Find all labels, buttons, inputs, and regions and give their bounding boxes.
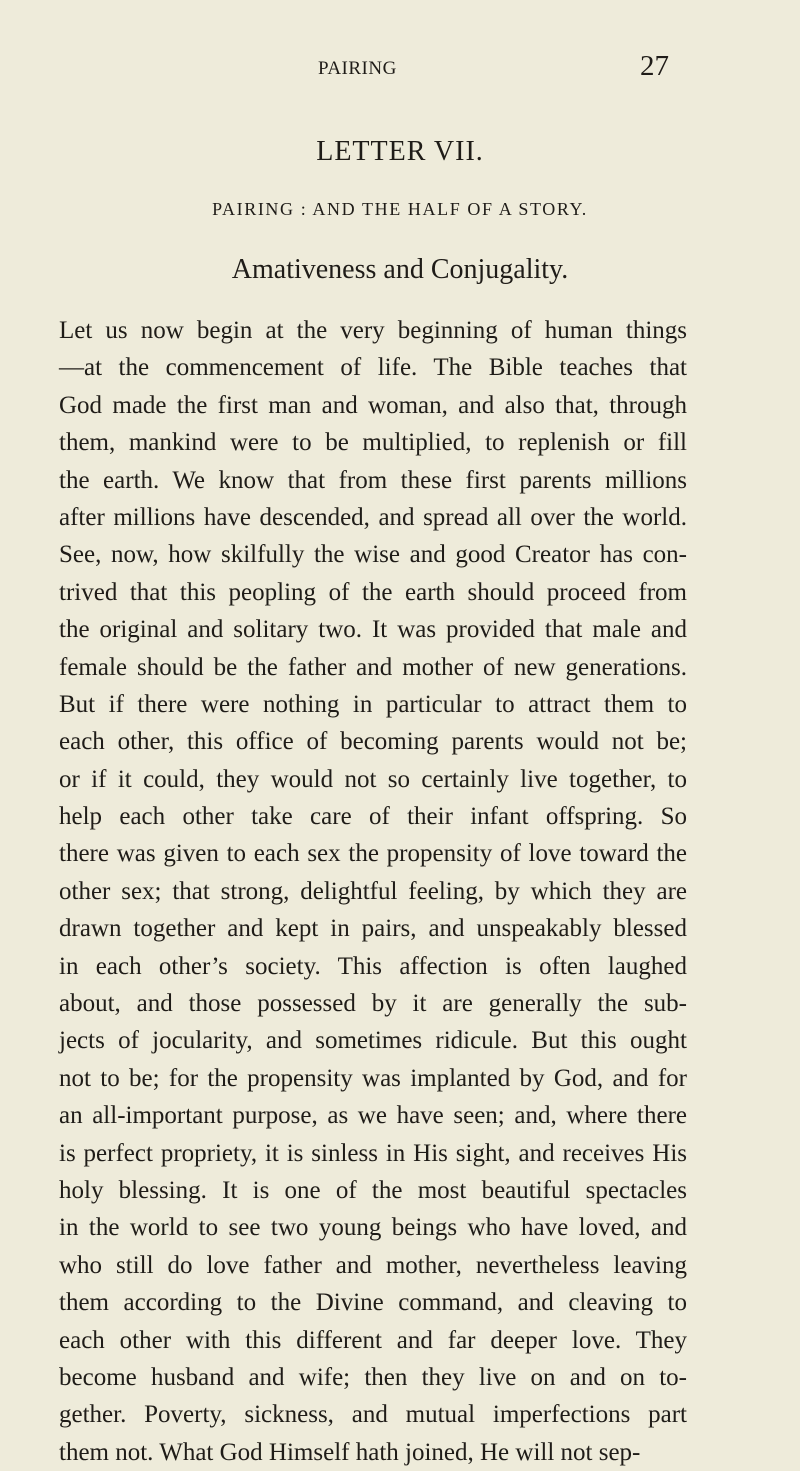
text-line: an all-important purpose, as we have seen; and, where there: [59, 1102, 687, 1130]
text-line: —at the commencement of life. The Bible teaches that: [59, 354, 687, 382]
text-line: trived that this peopling of the earth should proceed from: [59, 578, 687, 606]
text-line: not to be; for the propensity was implanted by God, and for: [59, 1064, 687, 1092]
running-title: PAIRING: [318, 58, 397, 79]
text-line: in the world to see two young beings who have loved, and: [59, 1214, 687, 1242]
letter-heading: LETTER VII.: [316, 136, 484, 167]
text-line: about, and those possessed by it are generally the sub-: [59, 990, 687, 1018]
text-line: after millions have descended, and spread all over the world.: [59, 503, 687, 531]
text-line: them not. What God Himself hath joined, He will not sep-: [59, 1438, 641, 1466]
text-line: But if there were nothing in particular to attract them to: [59, 690, 687, 718]
text-line: is perfect propriety, it is sinless in His sight, and receives His: [59, 1139, 687, 1167]
text-line: gether. Poverty, sickness, and mutual imperfections part: [59, 1401, 687, 1429]
section-title: Amativeness and Conjugality.: [231, 254, 569, 285]
running-head: [0, 50, 800, 92]
text-line: God made the first man and woman, and also that, through: [59, 391, 687, 419]
text-line: female should be the father and mother of new generations.: [59, 653, 687, 681]
text-line: drawn together and kept in pairs, and unspeakably blessed: [59, 915, 687, 943]
text-line: the original and solitary two. It was provided that male and: [59, 616, 687, 644]
text-line: there was given to each sex the propensity of love toward the: [59, 840, 687, 868]
body-text: [59, 312, 687, 1471]
text-line: each other with this different and far deeper love. They: [59, 1326, 687, 1354]
page-number: 27: [640, 50, 669, 82]
text-line: each other, this office of becoming parents would not be;: [59, 728, 687, 756]
text-line: in each other’s society. This affection is often laughed: [59, 952, 687, 980]
text-line: who still do love father and mother, nevertheless leaving: [59, 1251, 687, 1279]
text-line: jects of jocularity, and sometimes ridicule. But this ought: [59, 1027, 687, 1055]
text-line: them, mankind were to be multiplied, to replenish or fill: [59, 429, 687, 457]
chapter-subheading: PAIRING : AND THE HALF OF A STORY.: [212, 199, 588, 219]
text-line: Let us now begin at the very beginning of human things: [59, 317, 687, 344]
text-line: them according to the Divine command, and cleaving to: [59, 1289, 687, 1317]
text-line: or if it could, they would not so certainly live together, to: [59, 765, 687, 793]
text-line: holy blessing. It is one of the most beautiful spectacles: [59, 1176, 687, 1204]
text-line: the earth. We know that from these first parents millions: [59, 466, 687, 494]
text-line: help each other take care of their infant offspring. So: [59, 803, 687, 831]
text-line: become husband and wife; then they live on and on to-: [59, 1363, 687, 1391]
text-line: See, now, how skilfully the wise and good Creator has con-: [59, 541, 687, 569]
text-line: other sex; that strong, delightful feeling, by which they are: [59, 877, 687, 905]
